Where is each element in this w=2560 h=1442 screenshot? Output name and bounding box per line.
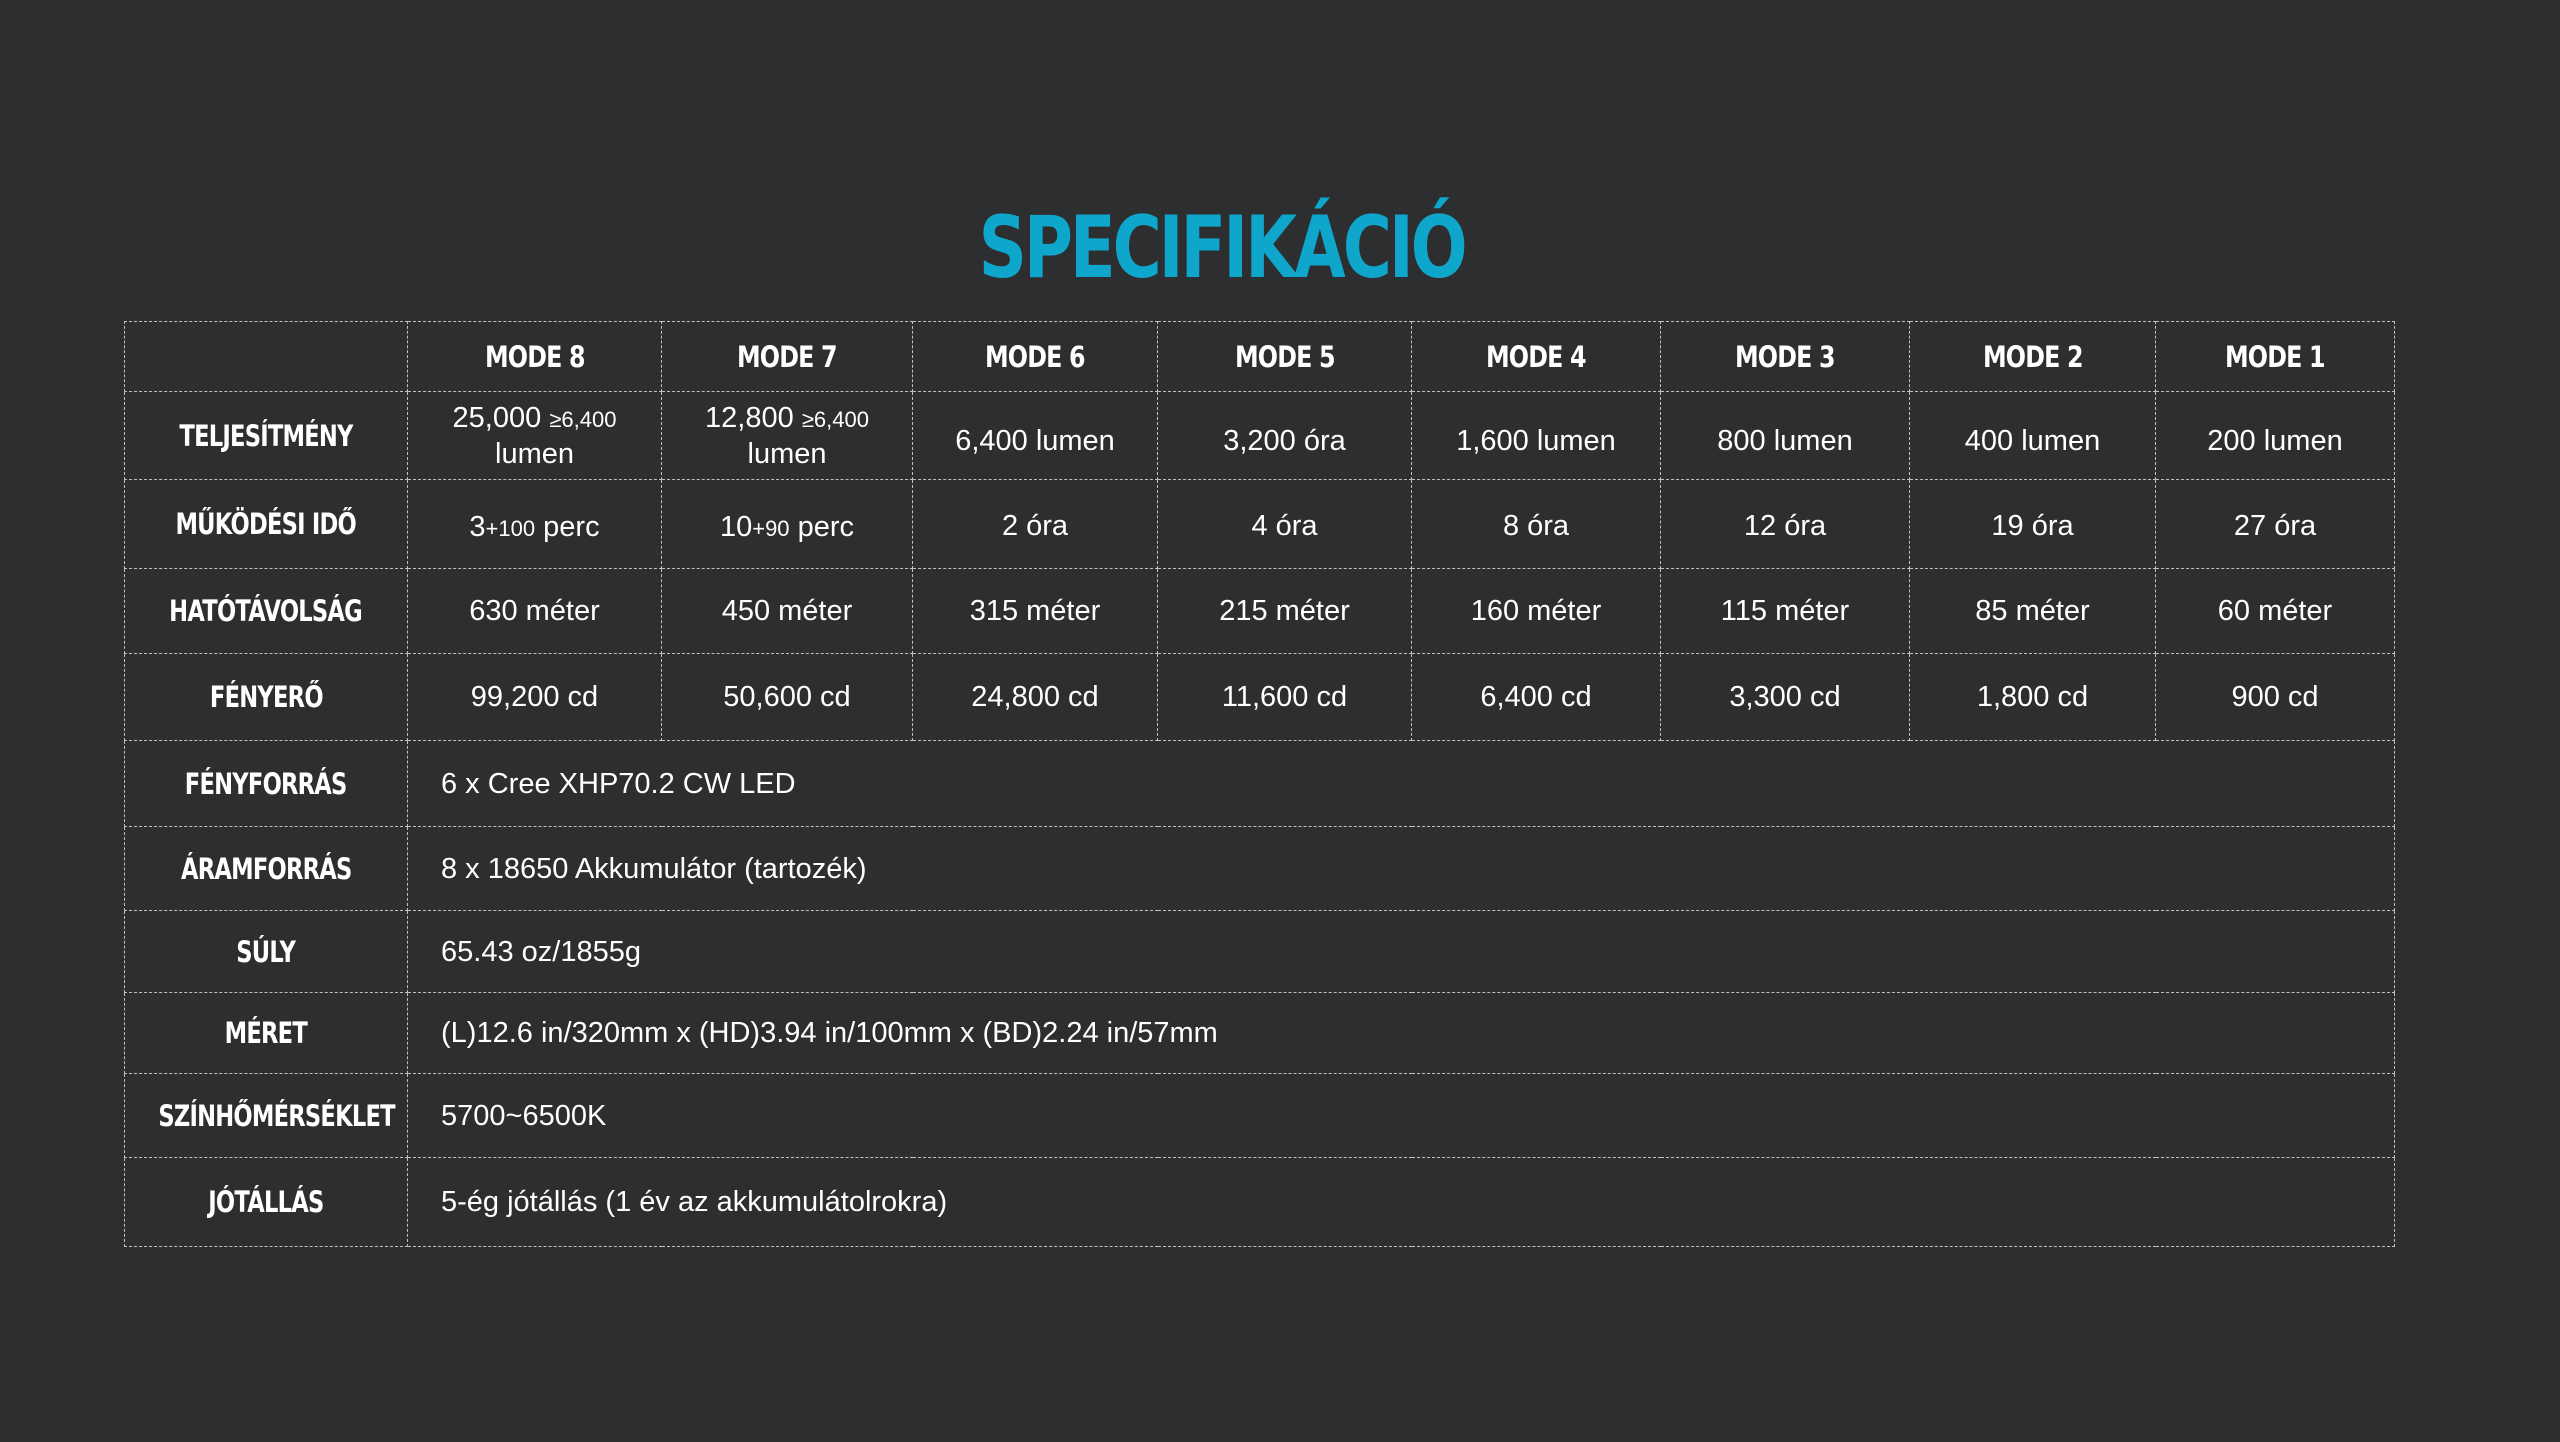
row-label: ÁRAMFORRÁS [125, 827, 408, 911]
cell-mode-5: 4 óra [1158, 480, 1412, 569]
cell-mode-7: 450 méter [662, 569, 913, 654]
cell-mode-7: 50,600 cd [662, 654, 913, 741]
cell-mode-1: 200 lumen [2156, 392, 2395, 480]
header-mode-4: MODE 4 [1412, 322, 1661, 392]
header-mode-8: MODE 8 [408, 322, 662, 392]
row-label: HATÓTÁVOLSÁG [125, 569, 408, 654]
cell-mode-1: 900 cd [2156, 654, 2395, 741]
row-label: MŰKÖDÉSI IDŐ [125, 480, 408, 569]
row-label: MÉRET [125, 993, 408, 1074]
row-label: JÓTÁLLÁS [125, 1158, 408, 1247]
cell-mode-7: 12,800 ≥6,400 lumen [662, 392, 913, 480]
cell-mode-6: 24,800 cd [913, 654, 1158, 741]
row-label: SÚLY [125, 911, 408, 993]
page-title: SPECIFIKÁCIÓ [978, 198, 1465, 298]
row-szinhomerseklet [125, 1074, 2395, 1158]
cell-mode-6: 6,400 lumen [913, 392, 1158, 480]
cell-mode-1: 27 óra [2156, 480, 2395, 569]
header-mode-7: MODE 7 [662, 322, 913, 392]
cell-mode-2: 1,800 cd [1910, 654, 2156, 741]
row-suly [125, 911, 2395, 993]
row-fenyforras [125, 741, 2395, 827]
row-teljesitmeny [125, 392, 2395, 480]
row-value: (L)12.6 in/320mm x (HD)3.94 in/100mm x (BD)2.24 in/57mm [408, 993, 2395, 1074]
row-label: FÉNYFORRÁS [125, 741, 408, 827]
cell-mode-2: 400 lumen [1910, 392, 2156, 480]
cell-mode-2: 19 óra [1910, 480, 2156, 569]
row-aramforras [125, 827, 2395, 911]
cell-mode-4: 1,600 lumen [1412, 392, 1661, 480]
row-label: TELJESÍTMÉNY [125, 392, 408, 480]
cell-mode-8: 25,000 ≥6,400 lumen [408, 392, 662, 480]
cell-mode-6: 2 óra [913, 480, 1158, 569]
cell-mode-5: 3,200 óra [1158, 392, 1412, 480]
cell-mode-3: 115 méter [1661, 569, 1910, 654]
cell-mode-1: 60 méter [2156, 569, 2395, 654]
cell-mode-6: 315 méter [913, 569, 1158, 654]
header-mode-1: MODE 1 [2156, 322, 2395, 392]
header-mode-5: MODE 5 [1158, 322, 1412, 392]
row-label: FÉNYERŐ [125, 654, 408, 741]
row-value: 65.43 oz/1855g [408, 911, 2395, 993]
cell-mode-2: 85 méter [1910, 569, 2156, 654]
cell-mode-3: 12 óra [1661, 480, 1910, 569]
row-hatotavolsag [125, 569, 2395, 654]
row-meret [125, 993, 2395, 1074]
cell-mode-8: 630 méter [408, 569, 662, 654]
cell-mode-5: 215 méter [1158, 569, 1412, 654]
cell-mode-3: 800 lumen [1661, 392, 1910, 480]
header-mode-6: MODE 6 [913, 322, 1158, 392]
cell-mode-8: 99,200 cd [408, 654, 662, 741]
corner-cell [125, 322, 408, 392]
row-label: SZÍNHŐMÉRSÉKLET [125, 1074, 408, 1158]
row-value: 8 x 18650 Akkumulátor (tartozék) [408, 827, 2395, 911]
row-fenyero [125, 654, 2395, 741]
spec-table [124, 321, 2395, 1247]
cell-mode-7: 10+90 perc [662, 480, 913, 569]
cell-mode-4: 6,400 cd [1412, 654, 1661, 741]
cell-mode-8: 3+100 perc [408, 480, 662, 569]
row-mukodesi-ido [125, 480, 2395, 569]
cell-mode-3: 3,300 cd [1661, 654, 1910, 741]
cell-mode-4: 160 méter [1412, 569, 1661, 654]
row-value: 6 x Cree XHP70.2 CW LED [408, 741, 2395, 827]
header-mode-2: MODE 2 [1910, 322, 2156, 392]
header-mode-3: MODE 3 [1661, 322, 1910, 392]
cell-mode-4: 8 óra [1412, 480, 1661, 569]
row-jotallas [125, 1158, 2395, 1247]
row-value: 5700~6500K [408, 1074, 2395, 1158]
header-row [125, 322, 2395, 392]
row-value: 5-ég jótállás (1 év az akkumulátolrokra) [408, 1158, 2395, 1247]
cell-mode-5: 11,600 cd [1158, 654, 1412, 741]
